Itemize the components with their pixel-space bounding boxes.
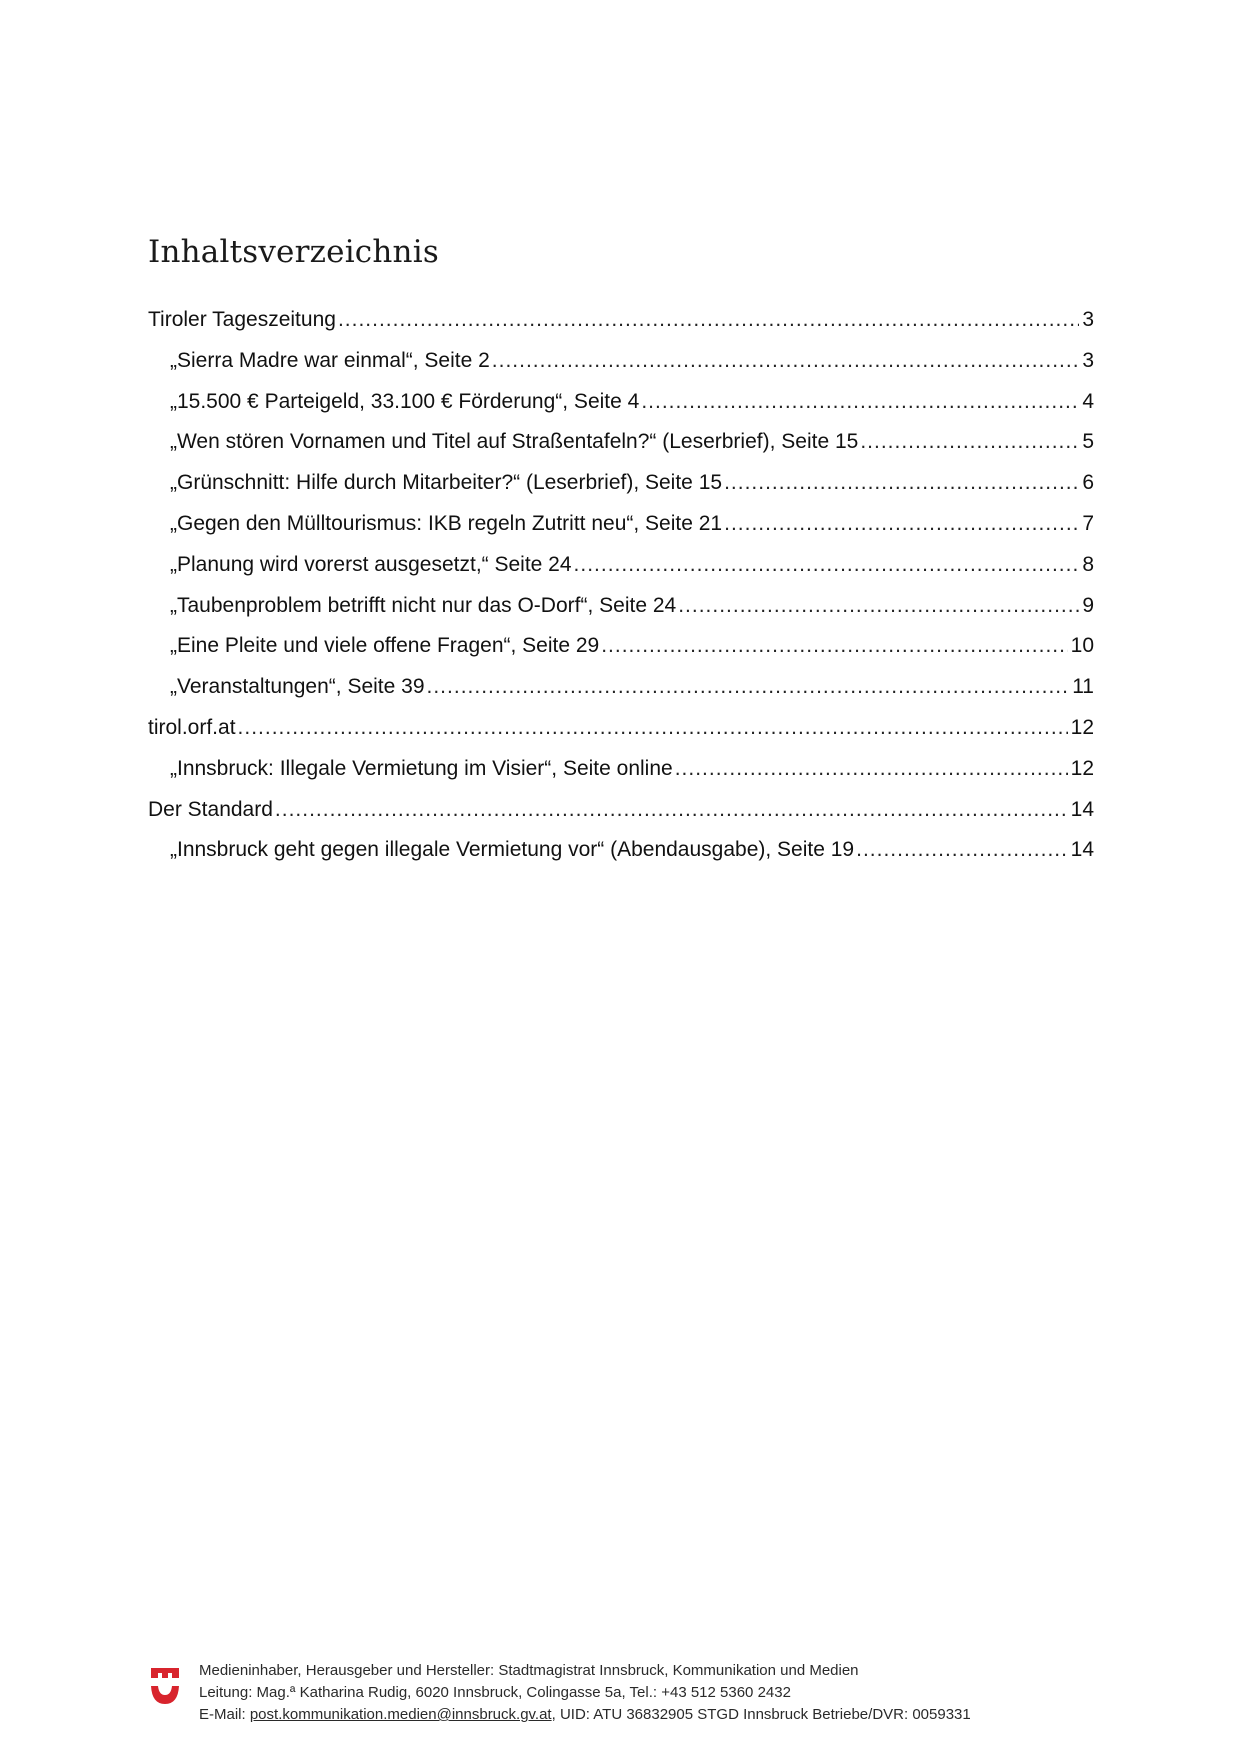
footer-uid: , UID: ATU 36832905 STGD Innsbruck Betriebe/DVR: 0059331 (551, 1706, 971, 1723)
toc-page-number: 14 (1070, 797, 1094, 821)
footer-email-link[interactable]: post.kommunikation.medien@innsbruck.gv.at (249, 1706, 552, 1723)
toc-section-entry[interactable] (148, 308, 1094, 349)
toc-dot-leader (724, 471, 1079, 495)
toc-dot-leader (724, 512, 1079, 536)
toc-article-entry[interactable] (148, 512, 1094, 553)
toc-article-entry[interactable] (148, 349, 1094, 390)
toc-article-entry[interactable] (148, 594, 1094, 635)
toc-entry-title: „15.500 € Parteigeld, 33.100 € Förderung“, Seite 4 (170, 389, 640, 413)
toc-dot-leader (641, 390, 1079, 414)
toc-dot-leader (856, 838, 1068, 862)
toc-dot-leader (678, 594, 1079, 618)
toc-entry-title: „Planung wird vorerst ausgesetzt,“ Seite 24 (170, 552, 572, 576)
table-of-contents (148, 308, 1094, 879)
innsbruck-logo-icon (150, 1666, 180, 1706)
toc-page-number: 9 (1082, 593, 1094, 617)
toc-article-entry[interactable] (148, 390, 1094, 431)
toc-dot-leader (574, 553, 1080, 577)
toc-entry-title: „Eine Pleite und viele offene Fragen“, Seite 29 (170, 634, 600, 658)
page-title: Inhaltsverzeichnis (148, 234, 439, 270)
toc-entry-title: „Innsbruck geht gegen illegale Vermietung vor“ (Abendausgabe), Seite 19 (170, 838, 855, 862)
toc-dot-leader (427, 675, 1070, 699)
footer-email-label: E-Mail: (199, 1706, 246, 1723)
toc-page-number: 5 (1082, 430, 1094, 454)
toc-dot-leader (860, 430, 1079, 454)
toc-article-entry[interactable] (148, 634, 1094, 675)
toc-page-number: 8 (1082, 552, 1094, 576)
toc-page-number: 11 (1072, 675, 1094, 699)
toc-entry-title: tirol.orf.at (148, 715, 236, 739)
toc-page-number: 10 (1070, 634, 1094, 658)
footer-text (199, 1660, 971, 1726)
toc-entry-title: Der Standard (148, 797, 273, 821)
toc-entry-title: „Taubenproblem betrifft nicht nur das O-Dorf“, Seite 24 (170, 593, 677, 617)
toc-article-entry[interactable] (148, 553, 1094, 594)
toc-entry-title: „Grünschnitt: Hilfe durch Mitarbeiter?“ (Leserbrief), Seite 15 (170, 471, 723, 495)
toc-page-number: 3 (1082, 308, 1094, 331)
toc-dot-leader (238, 716, 1068, 740)
toc-dot-leader (275, 798, 1068, 822)
footer-contact (199, 1704, 971, 1726)
toc-page-number: 3 (1082, 348, 1094, 372)
toc-dot-leader (338, 308, 1079, 332)
toc-entry-title: „Veranstaltungen“, Seite 39 (170, 675, 425, 699)
toc-entry-title: „Wen stören Vornamen und Titel auf Straßentafeln?“ (Leserbrief), Seite 15 (170, 430, 859, 454)
toc-article-entry[interactable] (148, 471, 1094, 512)
toc-page-number: 14 (1070, 838, 1094, 862)
toc-dot-leader (675, 757, 1068, 781)
toc-article-entry[interactable] (148, 757, 1094, 798)
toc-dot-leader (492, 349, 1080, 373)
toc-section-entry[interactable] (148, 798, 1094, 839)
toc-page-number: 7 (1082, 511, 1094, 535)
toc-article-entry[interactable] (148, 430, 1094, 471)
toc-page-number: 12 (1070, 756, 1094, 780)
toc-entry-title: „Sierra Madre war einmal“, Seite 2 (170, 348, 490, 372)
toc-article-entry[interactable] (148, 838, 1094, 879)
toc-article-entry[interactable] (148, 675, 1094, 716)
toc-page-number: 6 (1082, 471, 1094, 495)
toc-page-number: 4 (1082, 389, 1094, 413)
toc-page-number: 12 (1070, 715, 1094, 739)
toc-section-entry[interactable] (148, 716, 1094, 757)
footer-publisher: Medieninhaber, Herausgeber und Hersteller: Stadtmagistrat Innsbruck, Kommunikation und Medien (199, 1662, 859, 1679)
footer (150, 1660, 1090, 1730)
footer-management: Leitung: Mag.ª Katharina Rudig, 6020 Innsbruck, Colingasse 5a, Tel.: +43 512 5360 2432 (199, 1684, 791, 1701)
toc-entry-title: „Gegen den Mülltourismus: IKB regeln Zutritt neu“, Seite 21 (170, 511, 723, 535)
toc-dot-leader (601, 634, 1067, 658)
toc-entry-title: „Innsbruck: Illegale Vermietung im Visier“, Seite online (170, 756, 673, 780)
toc-entry-title: Tiroler Tageszeitung (148, 308, 336, 331)
